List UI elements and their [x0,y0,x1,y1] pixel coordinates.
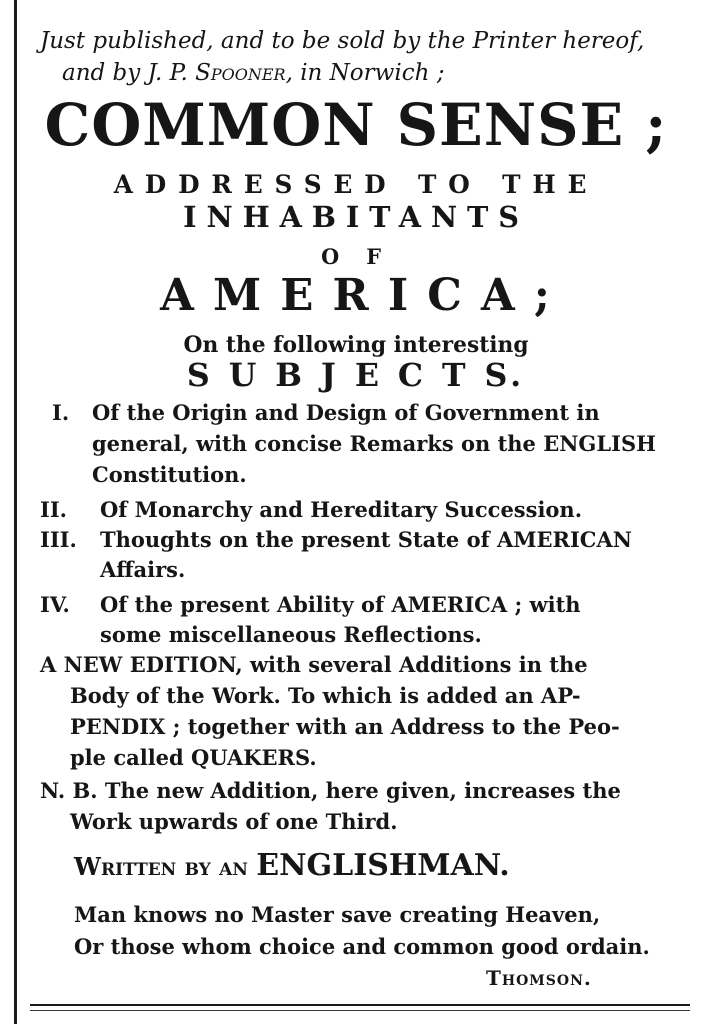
edition-line-2: Body of the Work. To which is added an AP- [70,683,581,708]
header-line-2 [62,60,444,86]
item-1-number: I. [52,400,70,425]
printer-name: Spooner [195,60,286,86]
quote-line-1: Man knows no Master save creating Heaven, [74,902,601,927]
header-line-2-suffix: , in Norwich ; [285,60,445,86]
item-2-line-1: Of Monarchy and Hereditary Succession. [100,497,583,522]
item-4-number: IV. [40,592,70,617]
subjects-line: S U B J E C T S. [186,356,526,394]
item-2-number: II. [40,497,67,522]
edition-line-3: PENDIX ; together with an Address to the Peo- [70,714,620,739]
item-1-line-2: general, with concise Remarks on the ENGLISH [92,431,656,456]
item-4-line-2: some miscellaneous Reflections. [100,622,482,647]
item-1-line-1: Of the Origin and Design of Government in [92,400,600,425]
nb-line-1: N. B. The new Addition, here given, increases the [40,778,621,803]
nb-line-2: Work upwards of one Third. [70,809,398,834]
item-3-number: III. [40,527,77,552]
page-title: COMMON SENSE ; [44,91,668,159]
bottom-rule [30,1004,690,1006]
bottom-rule-thin [30,1010,690,1011]
header-line-2-prefix: and by J. P. [62,60,196,86]
author-name: ENGLISHMAN. [256,848,510,883]
quote-attribution: Thomson. [486,966,592,990]
following-line: On the following interesting [183,332,529,358]
item-3-line-1: Thoughts on the present State of AMERICAN [100,527,632,552]
edition-line-1: A NEW EDITION, with several Additions in the [40,652,588,677]
america-line: A M E R I C A ; [160,270,552,321]
author-line [74,848,510,883]
item-3-line-2: Affairs. [100,557,186,582]
written-by-text: Written by an [74,852,248,881]
header-line-1: Just published, and to be sold by the Printer hereof, [40,28,645,54]
of-line: O F [321,244,391,269]
addressed-line: ADDRESSED TO THE [113,170,599,199]
item-4-line-1: Of the present Ability of AMERICA ; with [100,592,581,617]
quote-line-2: Or those whom choice and common good ordain. [74,934,650,959]
inhabitants-line: INHABITANTS [183,200,529,234]
edition-line-4: ple called QUAKERS. [70,745,317,770]
item-1-line-3: Constitution. [92,462,247,487]
